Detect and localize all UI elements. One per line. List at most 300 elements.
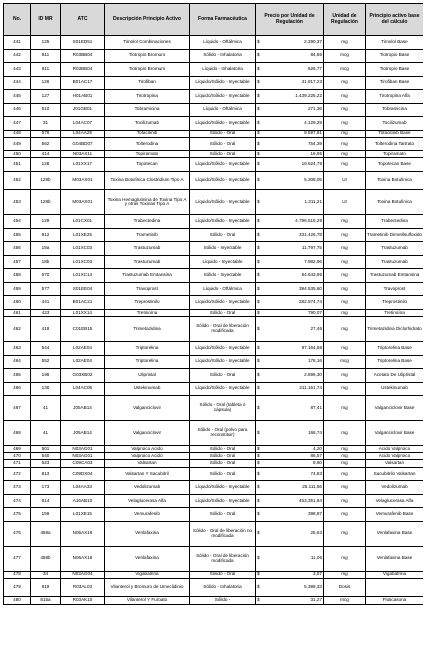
table-row [4, 578, 424, 597]
cell-unidad: mcg [324, 355, 366, 369]
cell-id-mr: 576 [31, 130, 61, 137]
table-row [4, 571, 424, 578]
table-row [4, 228, 424, 242]
cell-id-mr: 18a [31, 242, 61, 256]
cell-precio [256, 49, 324, 63]
cell-id-mr: 130 [31, 382, 61, 396]
price-value: 282.574,74 [299, 299, 322, 305]
cell-no: 459 [4, 282, 31, 296]
cell-unidad: mg [324, 158, 366, 172]
table-row [4, 309, 424, 316]
cell-atc: N03AX11 [61, 151, 105, 158]
currency-symbol: $ [257, 309, 260, 315]
price-value: 331.426,78 [299, 231, 322, 237]
price-table-page [3, 3, 423, 663]
cell-atc: L02AE04 [61, 355, 105, 369]
header-precio: Precio por Unidad de Regulación [256, 4, 324, 36]
cell-no: 454 [4, 215, 31, 229]
currency-symbol: $ [257, 511, 260, 517]
currency-symbol: $ [257, 285, 260, 291]
cell-unidad: mg [324, 546, 366, 571]
currency-symbol: $ [257, 38, 260, 44]
cell-id-mr: 811 [31, 63, 61, 77]
cell-descripcion: Valganciclovir [105, 421, 190, 446]
cell-forma: Sólido - [190, 597, 256, 604]
cell-unidad: mg [324, 460, 366, 467]
cell-forma: Sólido - Oral [190, 309, 256, 316]
cell-atc: N03AG01 [61, 453, 105, 460]
cell-base: Fluticasona [366, 597, 424, 604]
cell-forma: Sólido - Oral [190, 446, 256, 453]
price-value: 11.797,75 [301, 245, 322, 251]
cell-atc: M03AX01 [61, 171, 105, 190]
cell-no: 478 [4, 571, 31, 578]
cell-id-mr: 510 [31, 103, 61, 117]
cell-id-mr: 441 [31, 296, 61, 310]
cell-base: Ustekinumab [366, 382, 424, 396]
table-row [4, 282, 424, 296]
currency-symbol: $ [257, 218, 260, 224]
cell-descripcion: Topotecan [105, 158, 190, 172]
cell-unidad: mg [324, 521, 366, 546]
cell-forma: Líquido/Sólido - Inyectable [190, 494, 256, 508]
price-value: 9.597,81 [304, 130, 322, 136]
currency-symbol: $ [257, 470, 260, 476]
cell-precio [256, 508, 324, 522]
table-row [4, 355, 424, 369]
cell-no: 456 [4, 242, 31, 256]
cell-unidad: mcg [324, 49, 366, 63]
cell-precio [256, 130, 324, 137]
cell-forma: Sólido - Oral [190, 130, 256, 137]
currency-symbol: $ [257, 199, 260, 205]
cell-no: 479 [4, 578, 31, 597]
cell-precio [256, 342, 324, 356]
table-row [4, 494, 424, 508]
cell-base: Topiramato [366, 151, 424, 158]
cell-descripcion: Vilanterol y Bromuro de Umeclidinio [105, 578, 190, 597]
cell-unidad: mg [324, 130, 366, 137]
cell-id-mr: 125 [31, 36, 61, 50]
price-value: 97.164,68 [301, 344, 322, 350]
cell-precio [256, 382, 324, 396]
cell-atc: S01EE04 [61, 282, 105, 296]
currency-symbol: $ [257, 325, 260, 331]
cell-no: 441 [4, 36, 31, 50]
cell-id-mr: 570 [31, 269, 61, 283]
cell-unidad: mg [324, 369, 366, 383]
cell-no: 452 [4, 171, 31, 190]
cell-id-mr: 31 [31, 117, 61, 131]
cell-forma: Líquido/Sólido - Inyectable [190, 117, 256, 131]
cell-precio [256, 597, 324, 604]
cell-atc: A16AB10 [61, 494, 105, 508]
table-row [4, 597, 424, 604]
cell-base: Trabectedina [366, 215, 424, 229]
cell-no: 462 [4, 317, 31, 342]
cell-no: 476 [4, 521, 31, 546]
cell-unidad: mg [324, 467, 366, 481]
table-row [4, 317, 424, 342]
currency-symbol: $ [257, 119, 260, 125]
cell-unidad: Dosis [324, 578, 366, 597]
cell-unidad: mg [324, 571, 366, 578]
cell-atc: H01AB01 [61, 90, 105, 104]
cell-no: 450 [4, 151, 31, 158]
cell-descripcion: Venlafaxina [105, 546, 190, 571]
table-row [4, 446, 424, 453]
cell-descripcion: Tofacitinib [105, 130, 190, 137]
cell-precio [256, 36, 324, 50]
table-row [4, 255, 424, 269]
price-value: 25.111,56 [302, 484, 322, 490]
cell-unidad: mg [324, 269, 366, 283]
cell-base: Trametinib Dimetilsulfoxido [366, 228, 424, 242]
table-row [4, 137, 424, 151]
cell-id-mr: 562 [31, 137, 61, 151]
cell-no: 470 [4, 453, 31, 460]
cell-precio [256, 481, 324, 495]
cell-id-mr: 128 [31, 158, 61, 172]
cell-atc: L04AC07 [61, 117, 105, 131]
cell-precio [256, 158, 324, 172]
cell-id-mr: 414 [31, 151, 61, 158]
cell-id-mr: 544 [31, 342, 61, 356]
cell-forma: Líquido/Sólido - Inyectable [190, 90, 256, 104]
price-value: 4,20 [313, 445, 322, 451]
cell-precio [256, 215, 324, 229]
header-no: No. [4, 4, 31, 36]
cell-forma: Líquido - Inyectable [190, 255, 256, 269]
cell-forma: Líquido/Sólido - Inyectable [190, 382, 256, 396]
cell-descripcion: Tocilizumab [105, 117, 190, 131]
price-value: 87,41 [310, 404, 322, 410]
cell-precio [256, 578, 324, 597]
cell-unidad: mg [324, 36, 366, 50]
cell-no: 444 [4, 76, 31, 90]
currency-symbol: $ [257, 245, 260, 251]
price-value: 31,27 [310, 597, 322, 603]
cell-unidad: mg [324, 151, 366, 158]
cell-forma: Sólido - Oral [190, 137, 256, 151]
price-value: 4.129,29 [304, 119, 322, 125]
table-row [4, 396, 424, 421]
currency-symbol: $ [257, 92, 260, 98]
header-forma: Forma Farmacéutica [190, 4, 256, 36]
cell-base: Tiotropio Base [366, 49, 424, 63]
cell-forma: Sólido - Oral [190, 369, 256, 383]
cell-atc: N06AX16 [61, 521, 105, 546]
cell-atc: C09DX04 [61, 467, 105, 481]
header-unidad: Unidad de Regulación [324, 4, 366, 36]
cell-descripcion: Timolol Combinaciones [105, 36, 190, 50]
cell-id-mr: 159 [31, 508, 61, 522]
table-row [4, 76, 424, 90]
cell-descripcion: Trastuzumab [105, 242, 190, 256]
cell-atc: J05AB14 [61, 396, 105, 421]
cell-descripcion: Tolterodina [105, 137, 190, 151]
cell-descripcion: Valganciclovir [105, 396, 190, 421]
cell-no: 477 [4, 546, 31, 571]
cell-precio [256, 396, 324, 421]
currency-symbol: $ [257, 452, 260, 458]
cell-forma: Sólido - Oral [190, 508, 256, 522]
cell-descripcion: Vilanterol Y Furoato [105, 597, 190, 604]
cell-forma: Sólido - Oral (polvo para reconstituir) [190, 421, 256, 446]
cell-unidad: mg [324, 215, 366, 229]
cell-base: Toxina Botulínica [366, 171, 424, 190]
cell-descripcion: Velaglucerasa Alfa [105, 494, 190, 508]
cell-id-mr: 812 [31, 228, 61, 242]
currency-symbol: $ [257, 385, 260, 391]
cell-forma: Líquido/Sólido - Inyectable [190, 76, 256, 90]
cell-descripcion: Tiotropio Bromuro [105, 49, 190, 63]
price-value: 4.796.516,29 [295, 218, 322, 224]
cell-atc: R03BB04 [61, 49, 105, 63]
cell-precio [256, 76, 324, 90]
price-value: 790,07 [307, 309, 322, 315]
price-value: 166,74 [307, 429, 322, 435]
cell-precio [256, 228, 324, 242]
cell-base: Venlafaxina Base [366, 546, 424, 571]
cell-forma: Sólido - Oral [190, 453, 256, 460]
table-row [4, 460, 424, 467]
cell-unidad: UI [324, 190, 366, 215]
cell-id-mr: 577 [31, 282, 61, 296]
cell-atc: L01XX17 [61, 158, 105, 172]
cell-precio [256, 242, 324, 256]
cell-id-mr: 129 [31, 215, 61, 229]
header-base: Principio activo base del cálculo [366, 4, 424, 36]
cell-atc: L04AC05 [61, 382, 105, 396]
cell-descripcion: Vigabatrina [105, 571, 190, 578]
currency-symbol: $ [257, 272, 260, 278]
table-row [4, 521, 424, 546]
cell-forma: Líquido/Sólido - Inyectable [190, 171, 256, 190]
cell-atc: L01CX01 [61, 215, 105, 229]
cell-no: 448 [4, 130, 31, 137]
cell-forma: Líquido/Sólido - Inyectable [190, 355, 256, 369]
cell-descripcion: Vedolizumab [105, 481, 190, 495]
cell-forma: Líquido/Sólido - Inyectable [190, 342, 256, 356]
table-row [4, 296, 424, 310]
cell-no: 468 [4, 421, 31, 446]
table-row [4, 36, 424, 50]
cell-base: Tobramicina [366, 103, 424, 117]
table-row [4, 508, 424, 522]
cell-atc: G04BD07 [61, 137, 105, 151]
cell-id-mr: 126 [31, 76, 61, 90]
cell-base: Triptorelina Base [366, 355, 424, 369]
cell-base: Topotecan Base [366, 158, 424, 172]
cell-forma: Sólido - Oral [190, 228, 256, 242]
cell-no: 442 [4, 49, 31, 63]
table-header-row [4, 4, 424, 36]
currency-symbol: $ [257, 429, 260, 435]
cell-precio [256, 171, 324, 190]
currency-symbol: $ [257, 130, 260, 136]
currency-symbol: $ [257, 571, 260, 577]
cell-id-mr: 418 [31, 317, 61, 342]
cell-id-mr: 813 [31, 467, 61, 481]
price-value: 84,86 [310, 52, 322, 58]
cell-atc: L01XX14 [61, 309, 105, 316]
cell-forma: Líquido/Sólido - Inyectable [190, 481, 256, 495]
cell-no: 472 [4, 467, 31, 481]
cell-no: 447 [4, 117, 31, 131]
cell-forma: Sólido - Oral [190, 460, 256, 467]
cell-descripcion: Valproico Acido [105, 453, 190, 460]
cell-atc: L01XE25 [61, 228, 105, 242]
currency-symbol: $ [257, 460, 260, 466]
cell-atc: J01GB01 [61, 103, 105, 117]
currency-symbol: $ [257, 445, 260, 451]
price-value: 11,06 [310, 555, 322, 561]
cell-unidad: mg [324, 453, 366, 460]
cell-id-mr: 41 [31, 396, 61, 421]
table-row [4, 269, 424, 283]
cell-precio [256, 453, 324, 460]
cell-no: 471 [4, 460, 31, 467]
price-value: 27,46 [310, 325, 322, 331]
cell-unidad: mg [324, 103, 366, 117]
cell-unidad: mg [324, 494, 366, 508]
price-value: 754,39 [307, 140, 322, 146]
cell-base: Valganciclovir Base [366, 396, 424, 421]
cell-precio [256, 137, 324, 151]
table-row [4, 546, 424, 571]
cell-id-mr: 458b [31, 546, 61, 571]
cell-atc: B01AC21 [61, 296, 105, 310]
cell-unidad: mg [324, 342, 366, 356]
price-value: 394.535,60 [299, 285, 322, 291]
cell-descripcion: Topiramato [105, 151, 190, 158]
cell-no: 460 [4, 296, 31, 310]
cell-base: Tofacitinib Base [366, 130, 424, 137]
price-value: 2.896,30 [304, 371, 322, 377]
cell-base: Trastuzumab Emtansina [366, 269, 424, 283]
cell-id-mr: 423 [31, 309, 61, 316]
cell-precio [256, 494, 324, 508]
cell-unidad: mg [324, 296, 366, 310]
cell-unidad: mg [324, 508, 366, 522]
cell-no: 467 [4, 396, 31, 421]
cell-descripcion: Triptorelina [105, 342, 190, 356]
cell-forma: Sólido - Oral [190, 467, 256, 481]
cell-id-mr: 458a [31, 521, 61, 546]
price-value: 8,60 [313, 460, 322, 466]
cell-base: Acido Valproico [366, 453, 424, 460]
cell-no: 466 [4, 382, 31, 396]
cell-base: Venlafaxina Base [366, 521, 424, 546]
cell-id-mr: 819 [31, 578, 61, 597]
cell-atc: R03BB04 [61, 63, 105, 77]
table-row [4, 130, 424, 137]
cell-no: 480 [4, 597, 31, 604]
cell-no: 443 [4, 63, 31, 77]
cell-atc: L01XC03 [61, 242, 105, 256]
cell-atc: S01ED51 [61, 36, 105, 50]
cell-precio [256, 296, 324, 310]
currency-symbol: $ [257, 530, 260, 536]
table-row [4, 63, 424, 77]
cell-unidad: mg [324, 282, 366, 296]
cell-atc: G03XB02 [61, 369, 105, 383]
currency-symbol: $ [257, 344, 260, 350]
cell-descripcion: Travoprost [105, 282, 190, 296]
table-row [4, 421, 424, 446]
header-atc: ATC [61, 4, 105, 36]
cell-base: Toxina Botulínica [366, 190, 424, 215]
cell-forma: Sólido - Inhalatoria [190, 49, 256, 63]
cell-atc: R03AL03 [61, 578, 105, 597]
cell-precio [256, 571, 324, 578]
cell-base: Tirofiban Base [366, 76, 424, 90]
cell-unidad: mg [324, 382, 366, 396]
currency-symbol: $ [257, 52, 260, 58]
currency-symbol: $ [257, 299, 260, 305]
price-value: 211.151,74 [299, 385, 322, 391]
currency-symbol: $ [257, 358, 260, 364]
cell-no: 446 [4, 103, 31, 117]
currency-symbol: $ [257, 79, 260, 85]
cell-descripcion: Tirofiban [105, 76, 190, 90]
cell-base: Treprostinilo [366, 296, 424, 310]
cell-atc: N03AG04 [61, 571, 105, 578]
cell-descripcion: Toxina Hemaglutinina de Toxina Tipo A y otras Toxinas Tipo A [105, 190, 190, 215]
price-value: 176,16 [307, 358, 322, 364]
cell-no: 465 [4, 369, 31, 383]
cell-base: Trastuzumab [366, 242, 424, 256]
cell-forma: Sólido - Oral de liberación modificada [190, 317, 256, 342]
cell-forma: Sólido - Inhalatoria [190, 578, 256, 597]
cell-precio [256, 269, 324, 283]
cell-base: Vedolizumab [366, 481, 424, 495]
price-value: 626,77 [307, 65, 322, 71]
cell-unidad: mg [324, 228, 366, 242]
cell-base: Valganciclovir Base [366, 421, 424, 446]
cell-descripcion: Trastuzumab [105, 255, 190, 269]
cell-no: 453 [4, 190, 31, 215]
cell-no: 463 [4, 342, 31, 356]
cell-no: 469 [4, 446, 31, 453]
cell-base: Acetato De Ulipristal [366, 369, 424, 383]
table-body [4, 36, 424, 605]
cell-no: 461 [4, 309, 31, 316]
cell-base: Acido Valproico [366, 446, 424, 453]
cell-descripcion: Tiotropio Bromuro [105, 63, 190, 77]
cell-precio [256, 521, 324, 546]
cell-no: 449 [4, 137, 31, 151]
table-row [4, 103, 424, 117]
cell-id-mr: 552 [31, 355, 61, 369]
table-row [4, 190, 424, 215]
cell-base: Tocilizumab [366, 117, 424, 131]
cell-precio [256, 255, 324, 269]
cell-atc: N06AX16 [61, 546, 105, 571]
cell-forma: Líquido - Oftálmica [190, 36, 256, 50]
currency-symbol: $ [257, 150, 260, 156]
cell-precio [256, 369, 324, 383]
cell-no: 445 [4, 90, 31, 104]
table-row [4, 90, 424, 104]
table-row [4, 342, 424, 356]
cell-forma: Sólido - Inyectable [190, 269, 256, 283]
cell-unidad: mg [324, 255, 366, 269]
cell-base: Tiotropio Base [366, 63, 424, 77]
cell-base: Tolterodina Tartrato [366, 137, 424, 151]
price-value: 3,57 [313, 571, 322, 577]
